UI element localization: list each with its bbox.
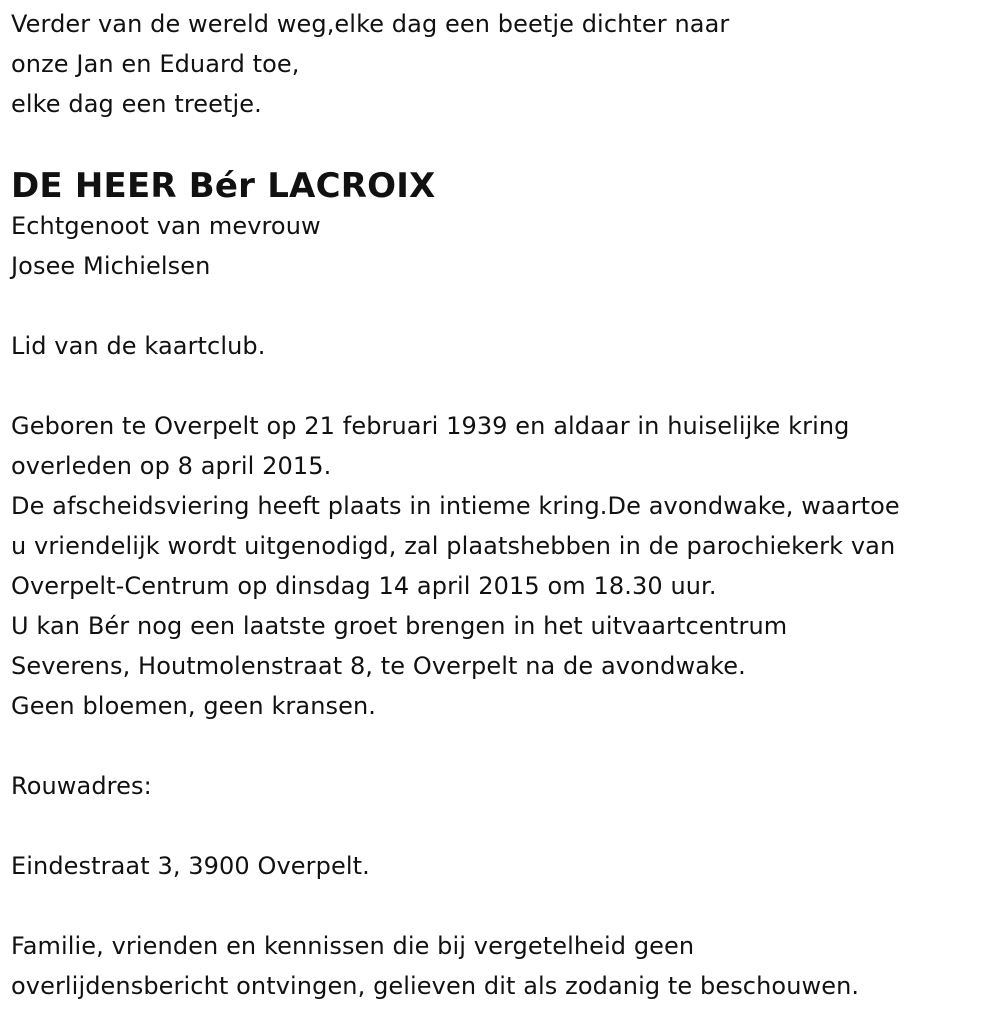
closing-line-2: overlijdensbericht ontvingen, gelieven dit als zodanig te beschouwen. — [11, 972, 860, 1000]
closing-block — [11, 926, 991, 1006]
spacer — [11, 286, 991, 326]
poem-line-2: onze Jan en Eduard toe, — [11, 50, 300, 78]
deceased-block — [11, 166, 991, 286]
announcement-line-5: Overpelt-Centrum op dinsdag 14 april 2015 om 18.30 uur. — [11, 572, 717, 600]
poem-line-3: elke dag een treetje. — [11, 90, 262, 118]
membership-text: Lid van de kaartclub. — [11, 332, 266, 360]
spacer — [11, 886, 991, 926]
poem — [11, 4, 991, 124]
announcement-line-4: u vriendelijk wordt uitgenodigd, zal plaatshebben in de parochiekerk van — [11, 532, 896, 560]
spacer — [11, 806, 991, 846]
announcement-line-3: De afscheidsviering heeft plaats in intieme kring.De avondwake, waartoe — [11, 492, 900, 520]
announcement-line-8: Geen bloemen, geen kransen. — [11, 692, 377, 720]
spacer — [11, 124, 991, 166]
spacer — [11, 366, 991, 406]
spouse-line-1: Echtgenoot van mevrouw — [11, 212, 321, 240]
announcement-line-1: Geboren te Overpelt op 21 februari 1939 en aldaar in huiselijke kring — [11, 412, 850, 440]
address-value: Eindestraat 3, 3900 Overpelt. — [11, 852, 370, 880]
spacer — [11, 726, 991, 766]
spouse-line-2: Josee Michielsen — [11, 252, 211, 280]
announcement-line-2: overleden op 8 april 2015. — [11, 452, 332, 480]
announcement-line-7: Severens, Houtmolenstraat 8, te Overpelt na de avondwake. — [11, 652, 746, 680]
closing-line-1: Familie, vrienden en kennissen die bij vergetelheid geen — [11, 932, 695, 960]
address-label: Rouwadres: — [11, 772, 152, 800]
obituary-notice — [11, 4, 991, 1006]
deceased-name-title: DE HEER Bér LACROIX — [11, 166, 436, 206]
announcement-block — [11, 406, 991, 726]
announcement-line-6: U kan Bér nog een laatste groet brengen in het uitvaartcentrum — [11, 612, 788, 640]
poem-line-1: Verder van de wereld weg,elke dag een beetje dichter naar — [11, 10, 730, 38]
